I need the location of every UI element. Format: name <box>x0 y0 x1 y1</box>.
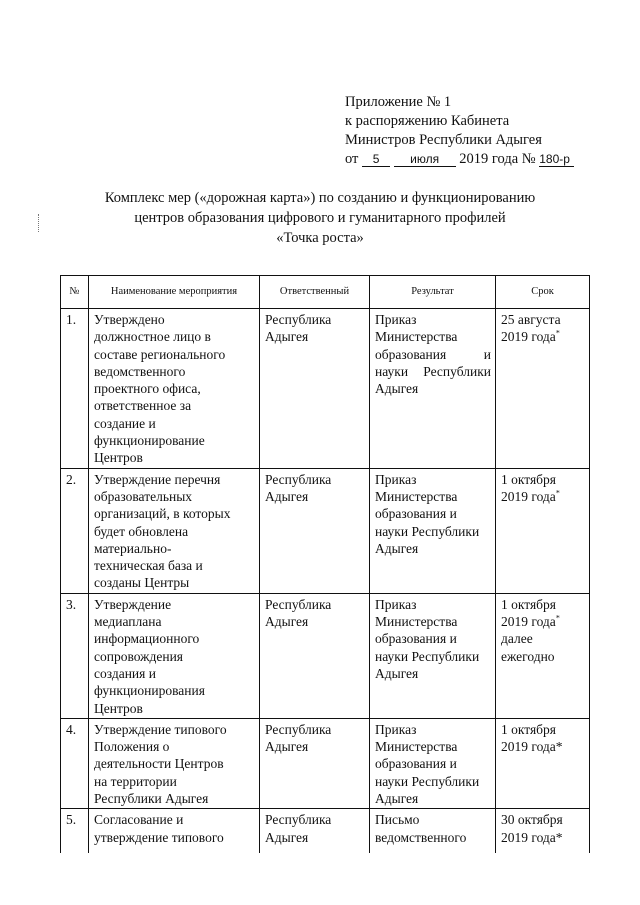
measure-name-line: проектного офиса, <box>94 381 201 397</box>
responsible-line: Республика <box>265 471 332 487</box>
measure-name-line: Утверждение перечня <box>94 471 221 487</box>
measure-name-line: деятельности Центров <box>94 756 224 772</box>
result-line: Приказ <box>375 721 417 737</box>
responsible-line: Адыгея <box>265 739 309 755</box>
title-line-1: Комплекс мер («дорожная карта») по созданию и функционированию <box>104 190 536 206</box>
deadline-cell <box>496 309 590 469</box>
date-month: июля <box>394 152 456 167</box>
deadline-cell <box>496 718 590 808</box>
deadline-line: 2019 года <box>501 614 556 630</box>
header-num: № <box>61 276 89 309</box>
deadline-cell <box>496 809 590 853</box>
measure-name-line: Центров <box>94 450 143 466</box>
deadline-line: ежегодно <box>501 648 555 664</box>
result-line: Приказ <box>375 596 417 612</box>
result-line: Министерства <box>375 614 458 630</box>
date-prefix: от <box>345 151 359 167</box>
measure-name-line: функционирование <box>94 433 205 449</box>
result-line: науки Республики <box>375 773 480 789</box>
measure-name-line: Утверждение типового <box>94 721 227 737</box>
deadline-line: 2019 года <box>501 329 556 345</box>
measure-name-line: информационного <box>94 631 200 647</box>
appendix-line-1: Приложение № 1 <box>345 94 452 110</box>
deadline-line: 1 октября <box>501 596 557 612</box>
responsible-cell <box>260 593 370 718</box>
table-row <box>61 593 590 718</box>
measure-name-line: Республики Адыгея <box>94 791 209 807</box>
responsible-line: Республика <box>265 812 332 828</box>
result-line: Письмо <box>375 812 420 828</box>
result-line: Адыгея <box>375 540 419 556</box>
date-day: 5 <box>362 152 390 167</box>
deadline-line: 1 октября <box>501 471 557 487</box>
measure-name-line: ведомственного <box>94 363 186 379</box>
result-line: образования и <box>375 756 457 772</box>
measure-name-cell <box>89 593 260 718</box>
result-line: науки Республики <box>375 648 480 664</box>
responsible-line: Республика <box>265 312 332 327</box>
result-line: образования и <box>375 346 491 362</box>
measure-name-line: будет обновлена <box>94 523 189 539</box>
result-line: Министерства <box>375 329 458 345</box>
row-number: 5. <box>61 809 89 853</box>
title-line-3: «Точка роста» <box>276 230 364 246</box>
footnote-asterisk: * <box>555 328 560 338</box>
row-number: 4. <box>61 718 89 808</box>
deadline-cell <box>496 468 590 593</box>
deadline-line: 2019 года* <box>501 829 563 845</box>
document-title <box>60 188 580 248</box>
measure-name-line: материально- <box>94 540 172 556</box>
table-header-row <box>61 276 590 309</box>
result-line: образования и <box>375 506 457 522</box>
measure-name-line: организаций, в которых <box>94 506 231 522</box>
table-row <box>61 718 590 808</box>
result-line: Адыгея <box>375 381 419 397</box>
header-deadline: Срок <box>496 276 590 309</box>
measure-name-line: составе регионального <box>94 346 226 362</box>
result-line: образования и <box>375 631 457 647</box>
responsible-cell <box>260 718 370 808</box>
responsible-line: Республика <box>265 721 332 737</box>
deadline-line: 1 октября <box>501 721 557 737</box>
measure-name-line: сопровождения <box>94 648 184 664</box>
result-line: Министерства <box>375 739 458 755</box>
appendix-line-3: Министров Республики Адыгея <box>345 132 542 148</box>
header-responsible: Ответственный <box>260 276 370 309</box>
header-result: Результат <box>370 276 496 309</box>
responsible-line: Республика <box>265 596 332 612</box>
roadmap-table <box>60 275 590 853</box>
result-cell <box>370 593 496 718</box>
measure-name-line: на территории <box>94 773 177 789</box>
measure-name-line: образовательных <box>94 488 193 504</box>
measure-name-line: созданы Центры <box>94 575 190 591</box>
deadline-line: 30 октября <box>501 812 563 828</box>
measure-name-line: функционирования <box>94 683 205 699</box>
order-number: 180-р <box>539 152 574 167</box>
responsible-line: Адыгея <box>265 614 309 630</box>
result-line: Министерства <box>375 488 458 504</box>
result-cell <box>370 468 496 593</box>
table-row <box>61 809 590 853</box>
result-cell <box>370 718 496 808</box>
header-name: Наименование мероприятия <box>89 276 260 309</box>
measure-name-line: Положения о <box>94 739 170 755</box>
measure-name-line: создание и <box>94 415 156 431</box>
table-body <box>61 309 590 853</box>
footnote-asterisk: * <box>555 613 560 623</box>
result-line: науки Республики <box>375 363 491 379</box>
measure-name-line: техническая база и <box>94 558 203 574</box>
row-number: 3. <box>61 593 89 718</box>
measure-name-cell <box>89 468 260 593</box>
result-line: ведомственного <box>375 829 467 845</box>
row-number: 1. <box>61 309 89 469</box>
result-line: Адыгея <box>375 791 419 807</box>
deadline-line: 2019 года* <box>501 739 563 755</box>
row-number: 2. <box>61 468 89 593</box>
result-line: науки Республики <box>375 523 480 539</box>
appendix-header <box>345 93 625 169</box>
responsible-cell <box>260 309 370 469</box>
measure-name-line: утверждение типового <box>94 829 224 845</box>
appendix-date-line <box>345 150 625 169</box>
responsible-cell <box>260 809 370 853</box>
measure-name-cell <box>89 809 260 853</box>
table-row <box>61 309 590 469</box>
result-line: Приказ <box>375 471 417 487</box>
responsible-line: Адыгея <box>265 329 309 345</box>
deadline-cell <box>496 593 590 718</box>
appendix-line-2: к распоряжению Кабинета <box>345 113 510 129</box>
margin-mark <box>38 214 40 232</box>
responsible-line: Адыгея <box>265 829 309 845</box>
deadline-line: 2019 года <box>501 488 556 504</box>
deadline-line: далее <box>501 631 533 647</box>
measure-name-line: должностное лицо в <box>94 329 211 345</box>
measure-name-line: создания и <box>94 665 156 681</box>
footnote-asterisk: * <box>555 488 560 498</box>
date-year: 2019 года № <box>459 151 536 167</box>
result-cell <box>370 809 496 853</box>
measure-name-line: Утверждено <box>94 312 165 327</box>
measure-name-line: ответственное за <box>94 398 192 414</box>
responsible-cell <box>260 468 370 593</box>
measure-name-cell <box>89 309 260 469</box>
result-line: Адыгея <box>375 665 419 681</box>
measure-name-line: Согласование и <box>94 812 184 828</box>
measure-name-line: медиаплана <box>94 614 162 630</box>
result-line: Приказ <box>375 312 417 327</box>
result-cell <box>370 309 496 469</box>
measure-name-line: Утверждение <box>94 596 172 612</box>
measure-name-line: Центров <box>94 700 143 716</box>
title-line-2: центров образования цифрового и гуманитарного профилей <box>134 210 506 226</box>
responsible-line: Адыгея <box>265 488 309 504</box>
measure-name-cell <box>89 718 260 808</box>
table-row <box>61 468 590 593</box>
deadline-line: 25 августа <box>501 312 561 327</box>
